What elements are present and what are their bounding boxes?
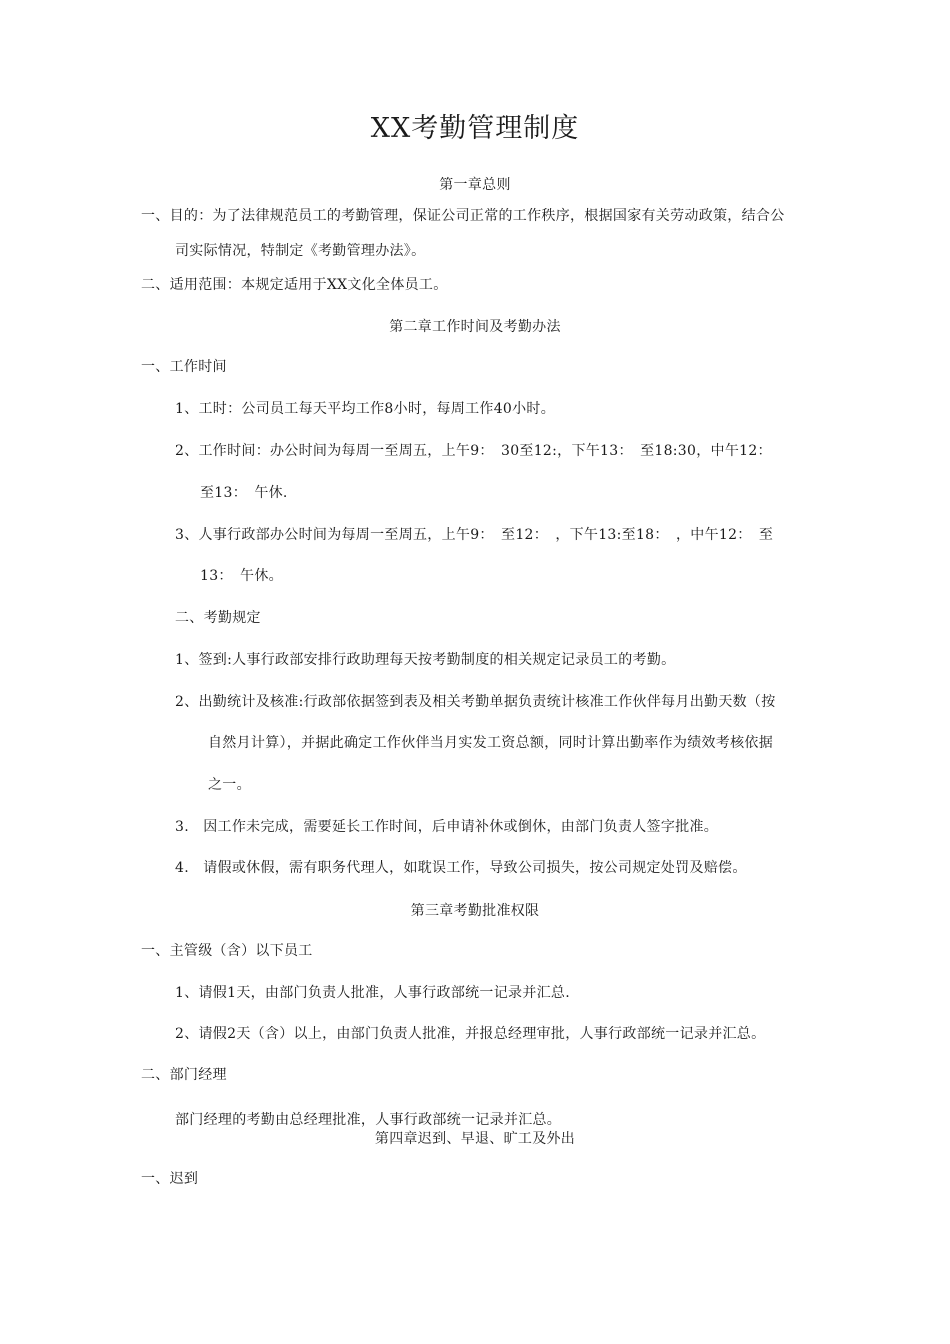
chapter3-item2: 2、请假2天（含）以上，由部门负责人批准，并报总经理审批，人事行政部统一记录并汇总。 [175, 1026, 766, 1042]
chapter4-heading: 第四章迟到、早退、旷工及外出 [374, 1131, 576, 1147]
chapter2-rule4: 4. 请假或休假，需有职务代理人，如耽误工作，导致公司损失，按公司规定处罚及赔偿。 [175, 860, 747, 876]
chapter3-section2: 二、部门经理 [141, 1067, 227, 1083]
chapter3-heading: 第三章考勤批准权限 [410, 903, 540, 919]
chapter3-paragraph: 部门经理的考勤由总经理批准，人事行政部统一记录并汇总。 [175, 1112, 562, 1128]
chapter2-rule2-line2: 自然月计算），并据此确定工作伙伴当月实发工资总额，同时计算出勤率作为绩效考核依据 [208, 735, 773, 751]
chapter2-item3-line1: 3、人事行政部办公时间为每周一至周五，上午9： 至12： ，下午13:至18： ，中午12： 至 [175, 527, 774, 543]
chapter4-section1: 一、迟到 [141, 1171, 199, 1187]
chapter3-item1: 1、请假1天，由部门负责人批准，人事行政部统一记录并汇总. [175, 985, 570, 1001]
document-title: XX考勤管理制度 [370, 113, 580, 144]
chapter2-heading: 第二章工作时间及考勤办法 [389, 319, 561, 335]
chapter2-section1: 一、工作时间 [141, 359, 227, 375]
chapter2-section2: 二、考勤规定 [175, 610, 261, 626]
chapter2-rule3: 3. 因工作未完成，需要延长工作时间，后申请补休或倒休，由部门负责人签字批准。 [175, 819, 719, 835]
chapter2-item1: 1、工时：公司员工每天平均工作8小时，每周工作40小时。 [175, 401, 556, 417]
chapter3-section1: 一、主管级（含）以下员工 [141, 943, 313, 959]
chapter2-rule1: 1、签到:人事行政部安排行政助理每天按考勤制度的相关规定记录员工的考勤。 [175, 652, 676, 668]
chapter1-heading: 第一章总则 [439, 177, 511, 193]
chapter1-para2: 二、适用范围：本规定适用于XX文化全体员工。 [141, 277, 448, 293]
chapter2-item3-line2: 13： 午休。 [200, 568, 283, 584]
chapter2-item2-line1: 2、工作时间：办公时间为每周一至周五，上午9： 30至12:，下午13： 至18:30，中午12： [175, 443, 772, 459]
chapter2-item2-line2: 至13： 午休. [200, 485, 288, 501]
chapter2-rule2-line3: 之一。 [208, 777, 251, 793]
chapter1-para1-line1: 一、目的：为了法律规范员工的考勤管理，保证公司正常的工作秩序，根据国家有关劳动政策，结合公 [141, 208, 785, 224]
chapter2-rule2-line1: 2、出勤统计及核准:行政部依据签到表及相关考勤单据负责统计核准工作伙伴每月出勤天数（按 [175, 694, 776, 710]
chapter1-para1-line2: 司实际情况，特制定《考勤管理办法》。 [175, 243, 426, 259]
